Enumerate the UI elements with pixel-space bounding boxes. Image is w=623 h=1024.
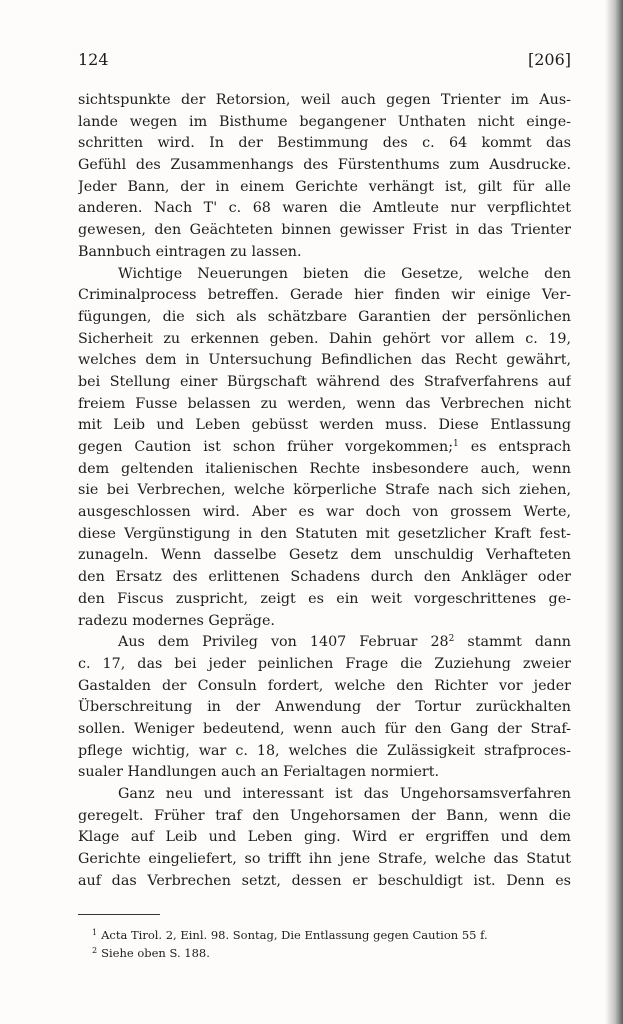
footnotes	[92, 926, 562, 962]
text-line: Criminalprocess betreffen. Gerade hier finden wir einige Ver-	[78, 287, 571, 304]
text-line: sualer Handlungen auch an Ferialtagen normiert.	[78, 764, 440, 781]
paragraph-start-line	[78, 632, 571, 654]
text-line: Klage auf Leib und Leben ging. Wird er ergriffen und dem	[78, 829, 571, 846]
text-line: Jeder Bann, der in einem Gerichte verhängt ist, gilt für alle	[78, 178, 571, 195]
text-line: sollen. Weniger bedeutend, wenn auch für den Gang der Straf-	[78, 720, 571, 737]
text-line: zunageln. Wenn dasselbe Gesetz dem unschuldig Verhafteten	[78, 547, 571, 564]
line-segment: es entsprach	[470, 439, 571, 455]
text-line: gewesen, den Geächteten binnen gewisser Frist in das Trienter	[78, 222, 571, 239]
text-line: Sicherheit zu erkennen geben. Dahin gehört vor allem c. 19,	[78, 330, 571, 347]
footnote-marker: 2	[92, 946, 98, 955]
line-segment: gegen Caution ist schon früher vorgekommen;	[78, 439, 454, 455]
text-line: welches dem in Untersuchung Befindlichen das Recht gewährt,	[78, 352, 571, 369]
footnote-ref[interactable]: 1	[453, 439, 459, 449]
body-text	[78, 90, 571, 892]
text-line: c. 17, das bei jeder peinlichen Frage die Zuziehung zweier	[78, 655, 571, 672]
footnote	[92, 944, 562, 962]
footnote	[92, 926, 562, 944]
text-line: sie bei Verbrechen, welche körperliche Strafe nach sich ziehen,	[78, 482, 571, 499]
text-line: Gefühl des Zusammenhangs des Fürstenthums zum Ausdrucke.	[78, 157, 571, 174]
text-line: geregelt. Früher traf den Ungehorsamen der Bann, wenn die	[78, 807, 571, 824]
text-line: anderen. Nach T' c. 68 waren die Amtleute nur verpflichtet	[78, 200, 571, 217]
text-line: freiem Fusse belassen zu werden, wenn das Verbrechen nicht	[78, 395, 571, 412]
text-line: den Fiscus zuspricht, zeigt es ein weit vorgeschrittenes ge-	[78, 590, 571, 607]
page-header	[78, 50, 571, 74]
text-line	[78, 437, 571, 459]
text-line: ausgeschlossen wird. Aber es war doch von grossem Werte,	[78, 504, 571, 521]
text-line: mit Leib und Leben gebüsst werden muss. Diese Entlassung	[78, 417, 571, 434]
text-line: Gastalden der Consuln fordert, welche den Richter vor jeder	[78, 677, 571, 694]
text-line: dem geltenden italienischen Rechte insbesondere auch, wenn	[78, 460, 571, 477]
paragraph-start-line: Wichtige Neuerungen bieten die Gesetze, welche den	[118, 265, 571, 282]
text-line: schritten wird. In der Bestimmung des c. 64 kommt das	[78, 135, 571, 152]
text-line: Bannbuch eintragen zu lassen.	[78, 243, 302, 260]
text-line: auf das Verbrechen setzt, dessen er beschuldigt ist. Denn es	[78, 872, 571, 889]
text-line: pflege wichtig, war c. 18, welches die Zulässigkeit strafproces-	[78, 742, 571, 759]
footnote-text: Siehe oben S. 188.	[101, 946, 210, 960]
text-line: Überschreitung in der Anwendung der Tortur zurückhalten	[78, 699, 571, 716]
text-line: den Ersatz des erlittenen Schadens durch den Ankläger oder	[78, 569, 571, 586]
text-line: Gerichte eingeliefert, so trifft ihn jene Strafe, welche das Statut	[78, 851, 571, 868]
paragraph-start-line: Ganz neu und interessant ist das Ungehorsamsverfahren	[118, 786, 571, 802]
line-segment: Aus dem Privileg von 1407 Februar 28	[118, 634, 449, 651]
line-segment: stammt dann	[467, 634, 571, 651]
page-reference: [206]	[527, 50, 571, 69]
page-edge-shadow	[605, 0, 623, 1024]
text-line: radezu modernes Gepräge.	[78, 612, 275, 629]
footnote-divider	[78, 914, 160, 915]
text-line: diese Vergünstigung in den Statuten mit gesetzlicher Kraft fest-	[78, 525, 571, 542]
text-line: lande wegen im Bisthume begangener Unthaten nicht einge-	[78, 113, 571, 130]
text-line: sichtspunkte der Retorsion, weil auch gegen Trienter im Aus-	[78, 92, 571, 108]
text-line: bei Stellung einer Bürgschaft während des Strafverfahrens auf	[78, 373, 571, 390]
footnote-marker: 1	[92, 928, 98, 937]
footnote-ref[interactable]: 2	[448, 634, 455, 645]
page-number: 124	[78, 50, 109, 69]
text-line: fügungen, die sich als schätzbare Garantien der persönlichen	[78, 308, 571, 325]
footnote-text: Acta Tirol. 2, Einl. 98. Sontag, Die Entlassung gegen Caution 55 f.	[101, 928, 488, 942]
